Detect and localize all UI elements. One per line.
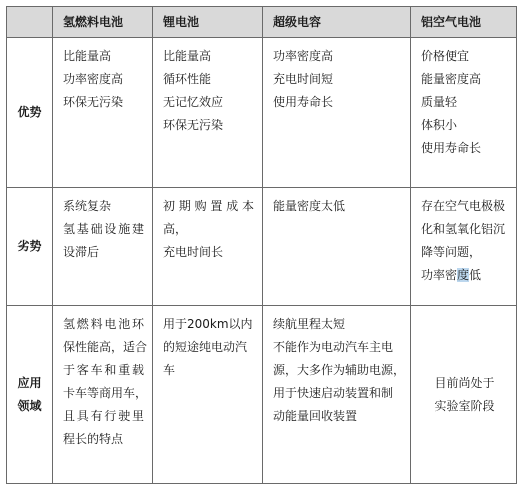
- text-line: 于客车和重载: [63, 363, 144, 377]
- header-lithium-battery: 锂电池: [153, 7, 263, 38]
- row-label-line: 应用: [17, 375, 42, 390]
- text-line: 充电时间短: [273, 72, 334, 86]
- text-line: 续航里程太短: [273, 317, 346, 331]
- text-line: 化和氢氧化铝沉: [421, 222, 506, 236]
- cell-advantages-hydrogen: [53, 38, 153, 188]
- header-row: [7, 7, 517, 38]
- text-line: 源，大多作为辅助电源，: [273, 363, 406, 377]
- text-line: 功率密度高: [273, 49, 334, 63]
- text-line: 氢燃料电池环: [63, 317, 144, 331]
- cell-disadvantages-aluminum-air: [411, 188, 517, 306]
- text-line: 体积小: [421, 118, 458, 132]
- row-disadvantages: [7, 188, 517, 306]
- text-line: 实验室阶段: [434, 399, 495, 413]
- text-line: 功率密度高: [63, 72, 124, 86]
- cell-advantages-supercap: [263, 38, 411, 188]
- text-line: 程长的特点: [63, 432, 124, 446]
- row-label-line: 领域: [17, 398, 42, 413]
- text-line: 能量密度太低: [273, 199, 346, 213]
- text-line: 不能作为电动汽车主电: [273, 340, 394, 354]
- text-line: 使用寿命长: [273, 95, 334, 109]
- row-advantages: [7, 38, 517, 188]
- cell-disadvantages-lithium: [153, 188, 263, 306]
- text-line: 价格便宜: [421, 49, 470, 63]
- text-line: 系统复杂: [63, 199, 112, 213]
- text-line: 用于200km以内: [163, 317, 253, 331]
- row-applications: [7, 306, 517, 484]
- header-corner: [7, 7, 53, 38]
- cell-advantages-lithium: [153, 38, 263, 188]
- text-line: 初期购置成本: [163, 199, 254, 213]
- text-line: 氢基础设施建: [63, 222, 144, 236]
- text-line: 比能量高: [163, 49, 212, 63]
- text-line: 且具有行驶里: [63, 409, 144, 423]
- text-line: 充电时间长: [163, 245, 224, 259]
- text-selection-highlight: 度: [457, 268, 470, 282]
- text-line: 保性能高，适合: [63, 340, 148, 354]
- text-line: 动能量回收装置: [273, 409, 358, 423]
- text-line-highlighted: 功率密度低: [421, 268, 482, 282]
- header-hydrogen-fuel-cell: 氢燃料电池: [53, 7, 153, 38]
- text-line: 环保无污染: [63, 95, 124, 109]
- row-label-applications: [7, 306, 53, 484]
- row-label-advantages: 优势: [7, 38, 53, 188]
- text-line: 降等问题，: [421, 245, 482, 259]
- cell-applications-supercap: [263, 306, 411, 484]
- header-aluminum-air-battery: 铝空气电池: [411, 7, 517, 38]
- text-line: 目前尚处于: [434, 376, 495, 390]
- text-line: 比能量高: [63, 49, 112, 63]
- row-label-disadvantages: 劣势: [7, 188, 53, 306]
- header-supercapacitor: 超级电容: [263, 7, 411, 38]
- text-line: 无记忆效应: [163, 95, 224, 109]
- text-line: 的短途纯电动汽: [163, 340, 248, 354]
- cell-disadvantages-hydrogen: [53, 188, 153, 306]
- text-line: 能量密度高: [421, 72, 482, 86]
- text-line: 质量轻: [421, 95, 458, 109]
- cell-advantages-aluminum-air: [411, 38, 517, 188]
- cell-disadvantages-supercap: [263, 188, 411, 306]
- text-line: 循环性能: [163, 72, 212, 86]
- text-line: 设滞后: [63, 245, 100, 259]
- cell-applications-hydrogen: [53, 306, 153, 484]
- text-line: 存在空气电极极: [421, 199, 506, 213]
- cell-applications-aluminum-air: [411, 306, 517, 484]
- text-line: 环保无污染: [163, 118, 224, 132]
- cell-applications-lithium: [153, 306, 263, 484]
- text-line: 使用寿命长: [421, 141, 482, 155]
- text-line: 车: [163, 363, 176, 377]
- text-line: 卡车等商用车，: [63, 386, 148, 400]
- battery-comparison-table: [6, 6, 517, 484]
- text-line: 用于快速启动装置和制: [273, 386, 394, 400]
- text-line: 高，: [163, 222, 188, 236]
